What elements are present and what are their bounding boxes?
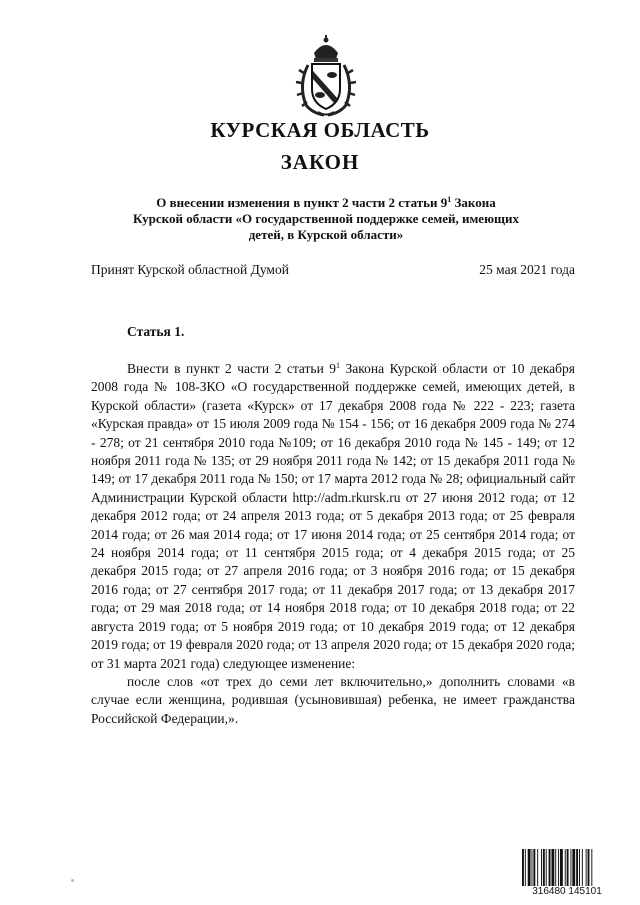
coat-of-arms-emblem — [294, 33, 358, 117]
document-type-title: ЗАКОН — [280, 150, 360, 174]
region-title: КУРСКАЯ ОБЛАСТЬ — [210, 118, 430, 142]
scan-mark — [71, 879, 74, 882]
article-paragraph-1: Внести в пункт 2 части 2 статьи $9^1$ Закона Курской области от 10 декабря 2008 года № 108-ЗКО «О государственной поддержке семей, имеющих детей, в Курской области» (газета «Курск» от 17 декабря 2008 года № 222 - 223; газета «Курская правда» от 15 июля 2009 года № 154 - 156; от 16 декабря 2009 года № 274 - 278; от 21 сентября 2010 года №109; от 16 декабря 2010 года № 145 - 149; от 12 ноября 2011 года № 135; от 29 ноября 2011 года № 142; от 15 декабря 2011 года № 149; от 17 декабря 2011 года № 150; от 17 марта 2012 года № 28; официальный сайт Администрации Курской области http://adm.rkursk.ru от 27 июня 2012 года; от 12 декабря 2012 года; от 24 апреля 2013 года; от 5 декабря 2013 года; от 25 февраля 2014 года; от 26 мая 2014 года; от 17 июня 2014 года; от 25 сентября 2014 года; от 24 ноября 2014 года; от 11 сентября 2015 года; от 4 декабря 2015 года; от 25 декабря 2015 года; от 27 апреля 2016 года; от 3 ноября 2016 года; от 15 декабря 2016 года; от 27 сентября 2017 года; от 11 декабря 2017 года; от 13 декабря 2017 года; от 29 мая 2018 года; от 14 ноября 2018 года; от 10 декабря 2018 года; от 22 августа 2019 года; от 5 ноября 2019 года; от 10 декабря 2019 года; от 12 декабря 2019 года; от 19 февраля 2020 года; от 13 апреля 2020 года; от 15 декабря 2020 года; от 31 марта 2021 года) следующее изменение: — [91, 361, 576, 671]
law-subject-title — [100, 195, 552, 243]
subject-line-2: Курской области «О государственной поддержке семей, имеющих — [133, 211, 519, 226]
subject-line-1: О внесении изменения в пункт 2 части 2 статьи $9^1$ Закона — [156, 195, 496, 210]
article-body — [91, 360, 575, 728]
adoption-info — [91, 262, 575, 278]
article-paragraph-2: после слов «от трех до семи лет включительно,» дополнить словами «в случае если женщина, родившая (усыновившая) ребенка, не имеет гражданства Российской Федерации,». — [91, 673, 575, 726]
barcode-bars — [521, 849, 613, 886]
barcode — [521, 849, 613, 897]
barcode-number: 316480 145101 — [532, 886, 602, 897]
article-heading: Статья 1. — [127, 324, 185, 339]
adoption-date: 25 мая 2021 года — [479, 262, 575, 277]
adopting-body: Принят Курской областной Думой — [91, 262, 289, 277]
subject-line-3: детей, в Курской области» — [248, 227, 404, 242]
